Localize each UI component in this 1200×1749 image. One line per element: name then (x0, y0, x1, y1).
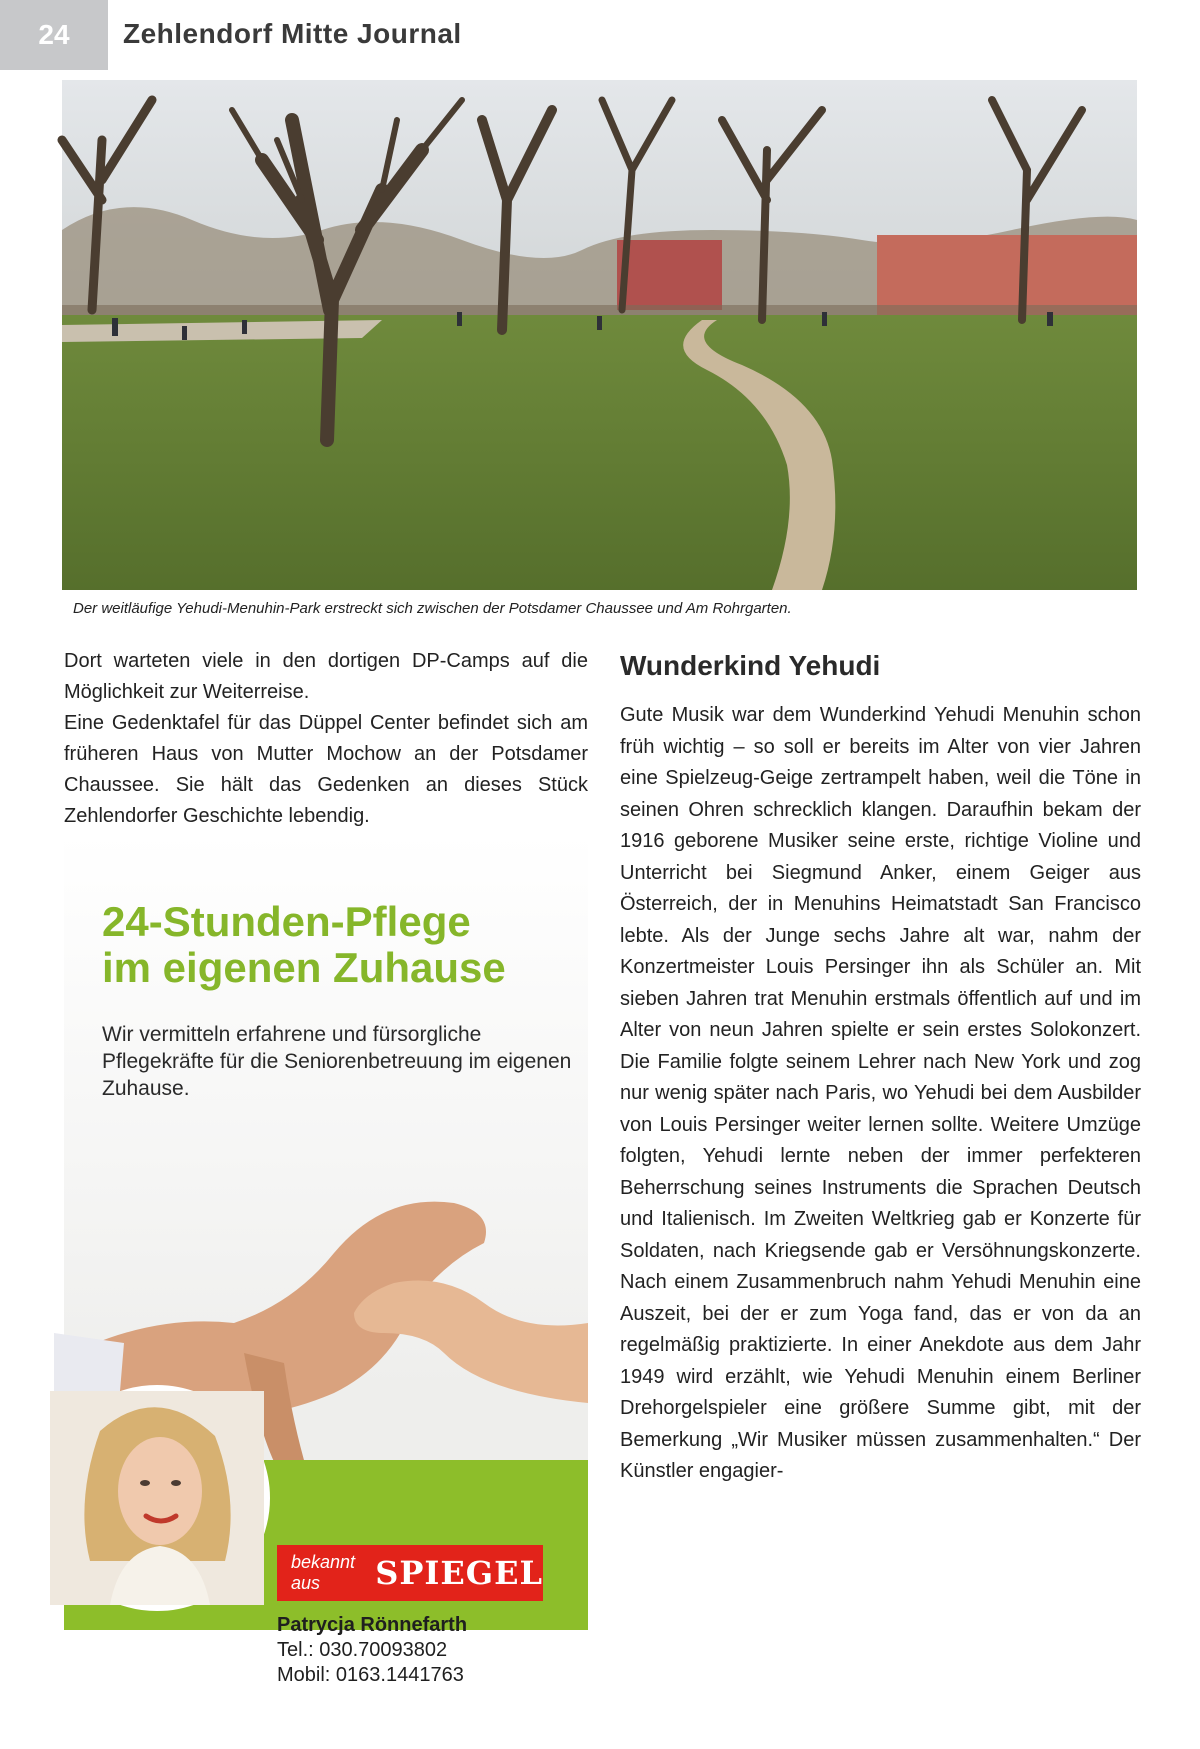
ad-title-line-1: 24-Stunden-Pflege (102, 898, 471, 945)
article-body (620, 700, 1141, 1488)
article-heading: Wunderkind Yehudi (620, 650, 881, 681)
contact-name: Patrycja Rönnefarth (277, 1614, 468, 1636)
left-paragraph-1: Dort warteten viele in den dortigen DP-Camps auf die Möglichkeit zur Weiterreise. (64, 650, 588, 703)
park-photo (62, 80, 1137, 590)
ad-body-text: Wir vermitteln erfahrene und fürsorgliche Pflegekräfte für die Seniorenbetreuung im eigenen Zuhause. (102, 1023, 572, 1100)
contact-phone: Tel.: 030.70093802 (277, 1639, 448, 1661)
contact-mobile: Mobil: 0163.1441763 (277, 1664, 464, 1686)
journal-title: Zehlendorf Mitte Journal (123, 18, 462, 49)
care-advertisement (64, 833, 588, 1748)
left-column-text (64, 646, 588, 832)
left-paragraph-2: Eine Gedenktafel für das Düppel Center befindet sich am früheren Haus von Mutter Mochow an der Potsdamer Chaussee. Sie hält das Gedenken an dieses Stück Zehlendorfer Geschichte lebendig. (64, 712, 588, 827)
photo-caption: Der weitläufige Yehudi-Menuhin-Park erstreckt sich zwischen der Potsdamer Chaussee und Am Rohrgarten. (73, 600, 792, 617)
known-from-label: bekannt aus (291, 1552, 356, 1593)
spiegel-badge (277, 1545, 543, 1601)
article-paragraph: Gute Musik war dem Wunderkind Yehudi Menuhin schon früh wichtig – so soll er bereits im Alter von vier Jahren eine Spielzeug-Geige zertrampelt haben, weil die Töne in seinen Ohren schrecklich klangen. Daraufhin bekam der 1916 geborene Musiker seine erste, richtige Violine und Unterricht bei Siegmund Anker, einem Geiger aus Österreich, der in Menuhins Heimatstadt San Francisco lebte. Als der Junge sechs Jahre alt war, nahm der Konzertmeister Louis Persinger ihn als Schüler an. Mit sieben Jahren trat Menuhin erstmals öffentlich auf und im Alter von neun Jahren spielte er sein erstes Solokonzert. Die Familie folgte seinem Lehrer nach New York und zog nur wenig später nach Paris, wo Yehudi bei dem Ausbilder von Louis Persinger weiter lernen sollte. Weitere Umzüge folgten, Yehudi lernte neben der immer perfekteren Beherrschung seines Instruments die Sprachen Deutsch und Italienisch. Im Zweiten Weltkrieg gab er Konzerte für Soldaten, nach Kriegsende gab er Versöhnungskonzerte. Nach einem Zusammenbruch nahm Yehudi Menuhin eine Auszeit, bei der er zum Yoga fand, das er von da an regelmäßig praktizierte. In einer Anekdote aus dem Jahr 1949 wird erzählt, wie Yehudi Menuhin einem Berliner Drehorgelspieler eine größere Summe gibt, mit der Bemerkung „Wir Musiker müssen zusammenhalten.“ Der Künstler engagier- (620, 704, 1141, 1482)
ad-title-line-2: im eigenen Zuhause (102, 944, 506, 991)
contact-portrait (44, 1385, 270, 1611)
ad-website-url: www.pflege-aus-leidenschaft.de (128, 1718, 524, 1748)
spiegel-logo: SPIEGEL (375, 1554, 543, 1592)
ad-contact-block (277, 1613, 467, 1688)
page-number: 24 (0, 0, 108, 70)
